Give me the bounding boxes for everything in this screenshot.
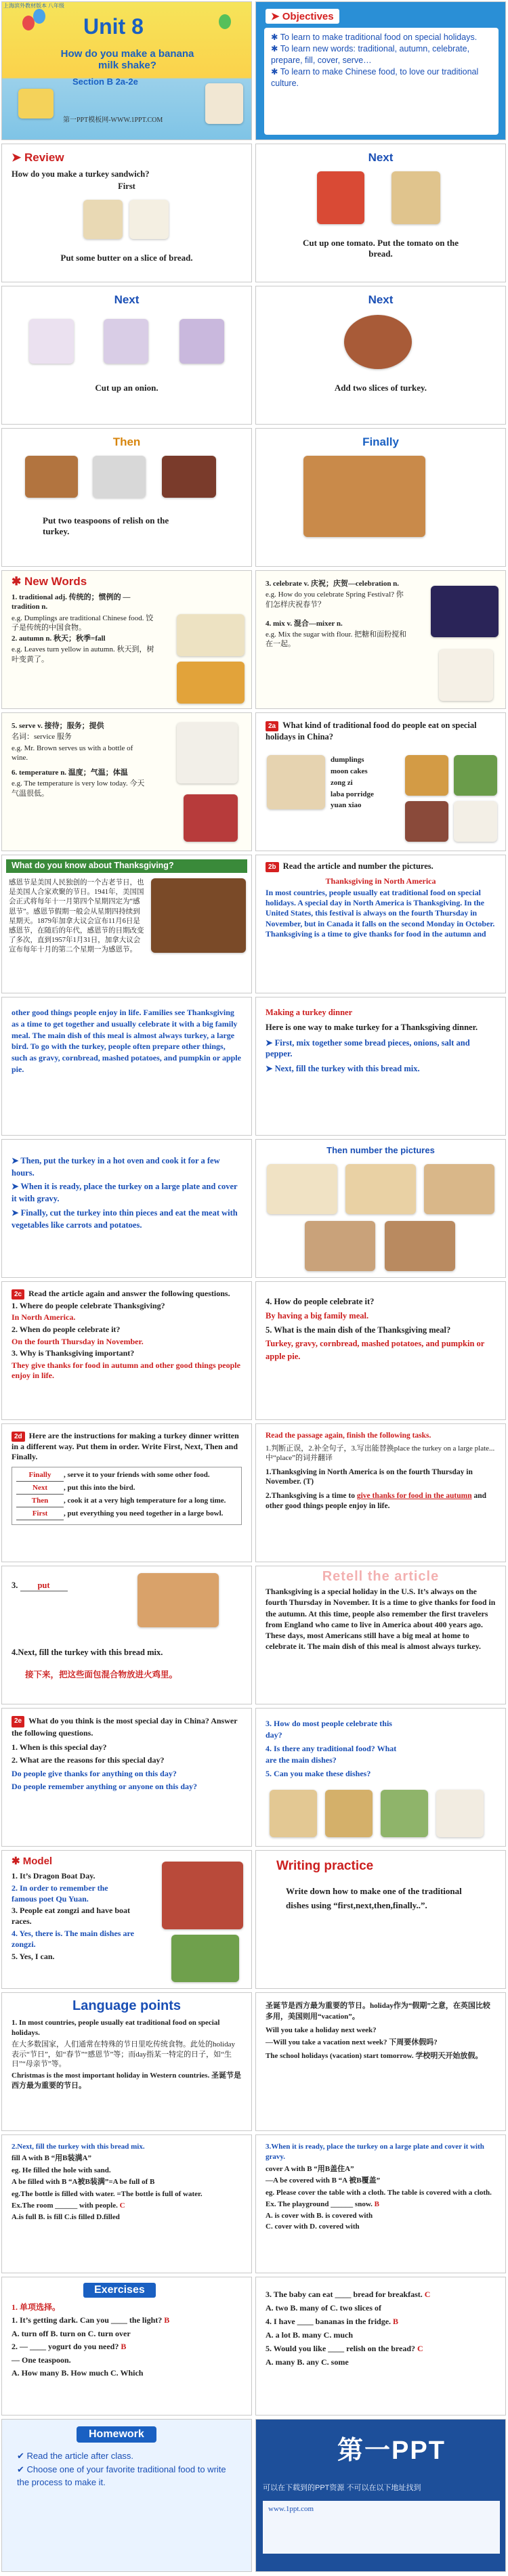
exercise-subline: — One teaspoon. [12,2355,71,2365]
cover-footer: 第一PPT模板网-WWW.1PPT.COM [63,116,163,124]
objectives-heading: ➤ Objectives [266,9,339,24]
lp-quiz [12,2201,242,2211]
homework-item-text: Choose one of your favorite traditional food to write the process to make it. [17,2464,226,2487]
exercise-question [12,2315,242,2326]
lp-example: The school holidays (vacation) start tomorrow. 学校明天开始放假。 [266,2051,483,2060]
turkey-dinner-body [256,997,505,1079]
slide-next-tomato[interactable] [255,144,506,282]
slide-new-words[interactable] [1,570,252,709]
slide-number-pictures[interactable] [255,1139,506,1278]
lp-note: 在大多数国家，人们通常在特殊的节日里吃传统食物。此处的holiday表示“节日”，如“春节”“感恩节”等；而day指某一特定的日子，如“生日”“母亲节”等。 [12,2040,235,2069]
lp-options: A.is full B. is fill C.is filled D.filled [12,2213,120,2222]
next-step-text: Add two slices of turkey. [334,383,427,393]
word-example: e.g. Mr. Brown serves us with a bottle of wine. [12,744,133,762]
task-item [266,1491,496,1511]
turkey-step: ➤ Finally, cut the turkey into thin pieces and eat the meat with vegetables like carrots and potatoes. [12,1207,238,1230]
activity-badge: 2d [12,1432,25,1442]
review-heading-text: Review [24,151,64,164]
balloon-icon [33,9,45,24]
turkey-step-text: Next, fill the turkey with this bread mix. [274,1064,420,1073]
slide-lp-cover[interactable] [255,2134,506,2273]
tasks-body [256,1424,505,1517]
slide-2a[interactable] [255,712,506,851]
answer: In North America. [12,1312,76,1323]
review-question: How do you make a turkey sandwich? [12,169,150,179]
question: 4. Is there any traditional food? What are the main dishes? [266,1743,397,1765]
put-answer: put [20,1580,68,1591]
turkey-steps-body [2,1140,251,1237]
turkey-step-text: Finally, cut the turkey into thin pieces and eat the meat with vegetables like carrots and potatoes. [12,1207,238,1230]
exercise-question-text: 1. It’s getting dark. Can you ____ the light? [12,2315,163,2325]
question: 1. Where do people celebrate Thanksgiving? [12,1300,165,1310]
lp-quiz-text: Ex.The room ______ with people. [12,2201,118,2210]
objective-item: ✱ To learn to make Chinese food, to love our traditional culture. [271,66,479,88]
slide-cover[interactable] [1,1,252,140]
food-item: yuan xiao [331,801,362,810]
order-text: , put everything you need together in a large bowl. [64,1509,224,1518]
exercise-question [266,2288,496,2300]
2e-instruction [12,1715,242,1739]
2e-body [256,1709,419,1785]
model-item: 3. People eat zongzi and have boat races. [12,1906,130,1927]
order-answer: Next [16,1483,64,1495]
homework-item: ✔ Choose one of your favorite traditional food to write the process to make it. [17,2464,226,2487]
article-text: other good things people enjoy in life. Families see Thanksgiving as a time to get together and usually celebrate it with a big family meal. The main dish of this meal is almost always turkey, a large bird. To go with the turkey, people often prepare other things, such as gravy, cornbread, mashed potatoes, and pumpkin or apple pie. [12,1008,241,1074]
answer: Turkey, gravy, cornbread, mashed potatoes, and pumpkin or apple pie. [266,1339,485,1361]
tomato-image [317,171,364,224]
word-example: e.g. Dumplings are traditional Chinese food. 饺子是传统的中国食物。 [12,614,154,632]
answer: They give thanks for food in autumn and other good things people enjoy in life. [12,1360,240,1381]
exercise-options: A. many B. any C. some [266,2357,349,2367]
slide-language-points-2[interactable] [255,1992,506,2131]
objective-item: ✱ To learn to make traditional food on special holidays. [271,33,478,42]
put-line: 3. put [12,1580,242,1591]
turkey-step: ➤ Then, put the turkey in a hot oven and cook it for a few hours. [12,1156,220,1178]
new-words-body [2,588,165,670]
step-picture [345,1164,416,1214]
turkey-step: ➤ First, mix together some bread pieces, onions, salt and pepper. [266,1037,470,1058]
task-answer: give thanks for food in the autumn [356,1492,472,1501]
question: Do people give thanks for anything on this day? [12,1768,177,1778]
lp-body [2,2014,251,2097]
slide-article-continued[interactable] [1,997,252,1136]
slide-finally[interactable] [255,428,506,567]
autumn-image [177,662,245,704]
lp-note: —A be covered with B “A 被B覆盖” [266,2176,381,2185]
2a-question: What kind of traditional food do people eat on special holidays in China? [266,721,477,742]
word-example: e.g. The temperature is very low today. 今天气温很低。 [12,779,145,798]
slide-next-onion[interactable] [1,286,252,425]
food-image [436,1790,484,1837]
lp-body [2,2135,251,2229]
lp-example: eg. Please cover the table with a cloth. The table is covered with a cloth. [266,2188,492,2197]
slide-turkey-steps[interactable] [1,1139,252,1278]
turkey-image [137,1573,219,1627]
turkey-heading: Making a turkey dinner [266,1008,353,1017]
next-label: Next [114,293,140,306]
exercise-question-text: 3. The baby can eat ____ bread for breakfast. [266,2290,423,2299]
new-words-heading-text: New Words [24,575,87,588]
slide-exercises[interactable] [1,2277,252,2416]
2c-instruction [12,1289,242,1300]
lp-quiz-answer: B [374,2199,380,2208]
model-body [2,1867,144,1968]
slide-homework[interactable] [1,2419,252,2572]
yuanxiao-image [454,801,497,842]
word-entry: 3. celebrate v. 庆祝；庆贺—celebration n. [266,580,400,588]
exercise-options: A. How many B. How much C. Which [12,2367,144,2378]
exercise-question-text: 4. I have ____ bananas in the fridge. [266,2317,391,2326]
order-text: , put this into the bird. [64,1483,135,1492]
slide-brand[interactable] [255,2419,506,2572]
step-picture [385,1221,455,1271]
dumplings-image [177,614,245,656]
banana-image [205,83,243,124]
exercise-answer: B [393,2317,399,2326]
objectives-panel [264,28,499,135]
words-body [2,713,158,804]
finally-label: Finally [362,435,399,448]
activity-badge: 2c [12,1289,24,1300]
homework-item: ✔ Read the article after class. [17,2451,134,2461]
sandwich-image [391,171,440,224]
objective-item: ✱ To learn new words: traditional, autumn, celebrate, prepare, fill, cover, serve… [271,43,470,65]
order-line [16,1496,237,1507]
turkey-dinner-image [151,878,246,953]
slide-words-3[interactable] [1,712,252,851]
activity-badge: 2b [266,862,279,872]
order-answer: Then [16,1496,64,1507]
activity-badge: 2e [12,1716,24,1727]
order-line [16,1470,237,1482]
exercise-options: A. two B. many of C. two slices of [266,2303,381,2313]
exercise-question-text: 5. Would you like ____ relish on the bread? [266,2344,416,2353]
slide-review[interactable] [1,144,252,282]
balloon-icon [219,14,231,29]
2d-body [2,1424,251,1529]
laba-porridge-image [405,801,448,842]
homework-item-text: Read the article after class. [26,2451,134,2461]
slide-2e-continued[interactable] [255,1708,506,1847]
food-item: dumplings [331,756,364,764]
lp-example: Christmas is the most important holiday in Western countries. 圣诞节是西方最为重要的节日。 [12,2071,241,2090]
teaspoon-image [93,456,146,498]
fireworks-image [431,586,499,637]
mooncake-image [405,755,448,796]
section-label: Section B 2a-2e [72,77,138,87]
homework-list [17,2449,236,2489]
next-step-text: Cut up an onion. [95,383,158,393]
order-text: , serve it to your friends with some other food. [64,1470,210,1479]
word-note: 名词：service 服务 [12,733,72,742]
2e-body [2,1709,251,1798]
lp-note: fill A with B “用B装满A” [12,2154,91,2163]
step-picture [267,1164,337,1214]
exercise-question-text: 2. — ____ yogurt do you need? [12,2342,119,2352]
lp-quiz-text: Ex. The playground ______ snow. [266,2199,373,2208]
exercise-answer: C [424,2290,431,2299]
model-item: 1. It’s Dragon Boat Day. [12,1871,96,1881]
lp-quiz [266,2199,496,2210]
dragon-boat-image [162,1862,243,1929]
model-item: 4. Yes, there is. The main dishes are zongzi. [12,1929,134,1949]
objective-text: To learn new words: traditional, autumn, celebrate, prepare, fill, cover, serve… [271,43,470,65]
order-answer: Finally [16,1470,64,1482]
lp-heading: Language points [72,1998,181,2013]
slide-thanksgiving-info[interactable] [1,855,252,993]
turkey-image [344,315,412,369]
lp-quiz-answer: C [119,2201,125,2210]
slide-writing[interactable] [255,1850,506,1989]
zongzi-image [454,755,497,796]
sandwich-image [303,456,425,537]
lp-note: cover A with B “用B盖住A” [266,2164,354,2173]
tasks-heading: Read the passage again, finish the following tasks. [266,1432,431,1440]
writing-heading: Writing practice [276,1859,374,1873]
2c-body [256,1282,505,1369]
answer: On the fourth Thursday in November. [12,1336,144,1346]
question: 5. Can you make these dishes? [266,1768,371,1778]
turkey-step: ➤ When it is ready, place the turkey on a large plate and cover it with gravy. [12,1182,238,1204]
word-example: e.g. Leaves turn yellow in autumn. 秋天到，树叶变黄了。 [12,645,154,664]
activity-badge: 2a [266,721,278,731]
order-line [16,1483,237,1495]
new-words-heading: ✱ New Words [12,575,87,588]
turkey-step-text: When it is ready, place the turkey on a large plate and cover it with gravy. [12,1182,238,1204]
food-item: moon cakes [331,767,368,775]
task-text: and other good things people enjoy in life. [266,1492,487,1511]
food-image [381,1790,428,1837]
exercise-options: A. turn off B. turn on C. turn over [12,2328,131,2338]
flour-bowl-image [439,649,493,701]
question: 2. What are the reasons for this special day? [12,1755,165,1765]
onion-image [179,319,224,364]
slide-2c-continued[interactable] [255,1281,506,1420]
exercises-body [256,2277,505,2374]
review-step-text: Put some butter on a slice of bread. [60,253,193,263]
exercise-options: A. a lot B. many C. much [266,2330,354,2340]
order-answer: First [16,1509,64,1520]
slide-next-turkey[interactable] [255,286,506,425]
task-item: 1.Thanksgiving in North America is on the fourth Thursday in November. (T) [266,1467,473,1486]
number-pictures-heading: Then number the pictures [326,1145,435,1155]
next-label: Next [368,151,394,164]
tasks-hint: 1.判断正误，2.补全句子，3.写出能替换place the turkey on a large plate...中“place”的词并翻译 [266,1444,495,1463]
model-heading-text: Model [22,1855,53,1867]
question: 1. When is this special day? [12,1742,107,1752]
lp-example: Will you take a holiday next week? [266,2025,377,2034]
2c-body [2,1282,251,1387]
objectives-heading-text: Objectives [282,11,334,22]
lp-item: 2.Next, fill the turkey with this bread mix. [12,2143,145,2151]
review-heading: ➤ Review [12,151,64,164]
food-image [270,1790,317,1837]
lp-body [256,1993,505,2067]
exercise-question [266,2315,496,2327]
question: Do people remember anything or anyone on this day? [12,1782,198,1792]
objective-text: To learn to make Chinese food, to love our traditional culture. [271,66,479,88]
then-step-text: Put two teaspoons of relish on the turkey. [43,515,169,536]
food-image [325,1790,373,1837]
thermometer-image [184,794,238,842]
brand-site[interactable]: www.1ppt.com [268,2505,314,2513]
retell-heading: Retell the article [322,1569,440,1584]
2b-instruction [256,855,505,876]
turkey-step: ➤ Next, fill the turkey with this bread mix. [266,1064,420,1073]
waiter-image [177,723,238,783]
zongzi-image [171,1935,239,1982]
question: 4. How do people celebrate it? [266,1297,375,1306]
slide-2e[interactable] [1,1708,252,1847]
homework-heading: Homework [77,2426,156,2443]
cover-corner-tag: 上海滨外教材版本 八年级 [3,3,64,9]
turkey-step-text: First, mix together some bread pieces, onions, salt and pepper. [266,1037,470,1058]
article-title: Thanksgiving in North America [325,876,436,886]
lp-body [256,2135,505,2237]
slide-objectives[interactable] [255,1,506,140]
lp-item: 1. In most countries, people usually eat traditional food on special holidays. [12,2019,220,2037]
turkey-slice-image [25,456,78,498]
lp-example: —Will you take a vacation next week? 下周要休假吗? [266,2038,438,2046]
lp-note: 圣诞节是西方最为重要的节日。holiday作为“假期”之意，在英国比较多用，美国则用“vacation”。 [266,2002,490,2021]
food-item: zong zi [331,778,353,787]
next-label: Next [368,293,394,306]
words-body [256,571,419,655]
brand-links-panel [263,2501,500,2554]
2d-instruction [12,1431,242,1463]
2a-instruction [256,713,505,746]
writing-text: Write down how to make one of the traditional dishes using “first,next,then,finally..”. [286,1886,462,1910]
relish-image [162,456,216,498]
info-banner: What do you know about Thanksgiving? [6,859,247,873]
retell-text: Thanksgiving is a special holiday in the U.S. It’s always on the fourth Thursday in November. It is a time to give thanks for food in the autumn. At this time, people also remember the first travelers from England who came to live in America about 400 years ago. These days, most Americans still have a big meal at home to celebrate it. The main dish of this meal is almost always turkey. [266,1587,496,1652]
question: 2. When do people celebrate it? [12,1324,121,1334]
dumplings-image [267,755,325,809]
answer: By having a big family meal. [266,1310,369,1321]
lp-options: A. is cover with B. is covered with C. cover with D. covered with [266,2212,373,2231]
exercises-body [2,2298,251,2384]
question: 3. Why is Thanksgiving important? [12,1348,135,1358]
step-picture [424,1164,494,1214]
2d-instruction-text: Here are the instructions for making a turkey dinner written in a different way. Put them in order. Write First, Next, Then and Finally. [12,1431,239,1462]
put-translation: 接下来，把这些面包混合物放进火鸡里。 [25,1670,178,1679]
task-text: 2.Thanksgiving is a time to [266,1492,355,1501]
word-entry: 6. temperature n. 温度；气温；体温 [12,769,128,777]
step-picture [305,1221,375,1271]
lp-example: eg. He filled the hole with sand. [12,2166,111,2174]
onion-image [29,319,74,364]
exercise-question [12,2341,242,2353]
slide-then-relish[interactable] [1,428,252,567]
exercise-answer: B [164,2315,170,2325]
model-item: 5. Yes, I can. [12,1951,55,1961]
review-body [2,165,251,198]
turkey-step-text: Then, put the turkey in a hot oven and cook it for a few hours. [12,1156,220,1178]
exercise-section: 1. 单项选择。 [12,2302,61,2312]
then-label: Then [112,435,141,448]
slide-2d[interactable] [1,1423,252,1562]
slide-retell[interactable] [255,1566,506,1704]
slide-passage-tasks[interactable] [255,1423,506,1562]
butter-image [129,200,169,239]
2e-instruction-text: What do you think is the most special day in China? Answer the following questions. [12,1716,238,1738]
2c-instruction-text: Read the article again and answer the following questions. [28,1289,230,1298]
2d-box [12,1467,242,1525]
exercises-heading: Exercises [83,2283,156,2298]
objective-text: To learn to make traditional food on special holidays. [280,33,478,42]
model-heading: ✱ Model [12,1855,53,1867]
article-text: In most countries, people usually eat traditional food on special holidays. A special day in North America is Thanksgiving. In the United States, this festival is always on the fourth Thursday in November, but in Canada it falls on the second Monday in October. Thanksgiving is a time to give thanks for food in the autumn and [266,887,495,939]
info-text: 感恩节是美国人民独创的一个古老节日，也是美国人合家欢聚的节日。1941年，美国国会正式将每年十一月第四个星期四定为“感恩节”。感恩节假期一般会从星期四持续到星期天。1879年加拿大议会宣布11月6日是感恩节，在随后的年代，感恩节的日期改变了多次，直到1957年1月31日，加拿大议会宣布每年十月的第二个星期一为感恩节。 [9,879,144,954]
2b-instruction-text: Read the article and number the pictures. [282,861,433,871]
lp-note: A be filled with B “A被B装满”=A be full of B [12,2178,155,2187]
word-entry: 4. mix v. 混合—mixer n. [266,619,343,628]
food-item: laba porridge [331,790,374,798]
next-step-text: Cut up one tomato. Put the tomato on the bread. [302,238,459,259]
slide-put[interactable] [1,1566,252,1704]
slide-2b[interactable] [255,855,506,993]
slide-making-turkey[interactable] [255,997,506,1136]
slide-words-2[interactable] [255,570,506,709]
unit-title: Unit 8 [83,14,144,39]
lp-item: 3.When it is ready, place the turkey on a large plate and cover it with gravy. [266,2143,484,2162]
order-line [16,1509,237,1520]
onion-image [104,319,148,364]
word-entry: 5. serve v. 接待；服务；提供 [12,722,104,730]
word-entry: 2. autumn n. 秋天；秋季=fall [12,635,106,643]
brand-slogan: 可以在下载到的PPT资源 不可以在以下地址找到 [263,2484,421,2492]
turkey-intro: Here is one way to make turkey for a Thanksgiving dinner. [266,1023,478,1033]
lp-example: eg.The bottle is filled with water. =The bottle is full of water. [12,2189,203,2198]
question: 5. What is the main dish of the Thanksgiving meal? [266,1325,451,1335]
exercise-answer: C [417,2344,423,2353]
food-list [331,755,374,812]
slide-2c[interactable] [1,1281,252,1420]
slide-language-points[interactable] [1,1992,252,2131]
slide-exercises-2[interactable] [255,2277,506,2416]
order-text: , cook it at a very high temperature for a long time. [64,1496,226,1505]
question: 3. How do most people celebrate this day? [266,1719,392,1740]
bread-image [83,200,123,239]
brand-logo: 第一PPT [337,2437,446,2465]
slide-model[interactable] [1,1850,252,1989]
exercise-answer: B [121,2342,127,2352]
first-label: First [118,181,135,192]
slide-lp-fill[interactable] [1,2134,252,2273]
milkshake-image [18,89,54,119]
model-item: 2. In order to remember the famous poet Qu Yuan. [12,1883,108,1904]
word-example: e.g. Mix the sugar with flour. 把糖和面粉搅和在一起。 [266,630,407,649]
word-example: e.g. How do you celebrate Spring Festival? 你们怎样庆祝春节？ [266,591,404,609]
put-item: 4.Next, fill the turkey with this bread mix. [12,1648,163,1657]
word-entry: 1. traditional adj. 传统的；惯例的 —tradition n. [12,593,131,611]
unit-question: How do you make a banana milk shake? [60,48,194,72]
exercise-question [266,2342,496,2355]
